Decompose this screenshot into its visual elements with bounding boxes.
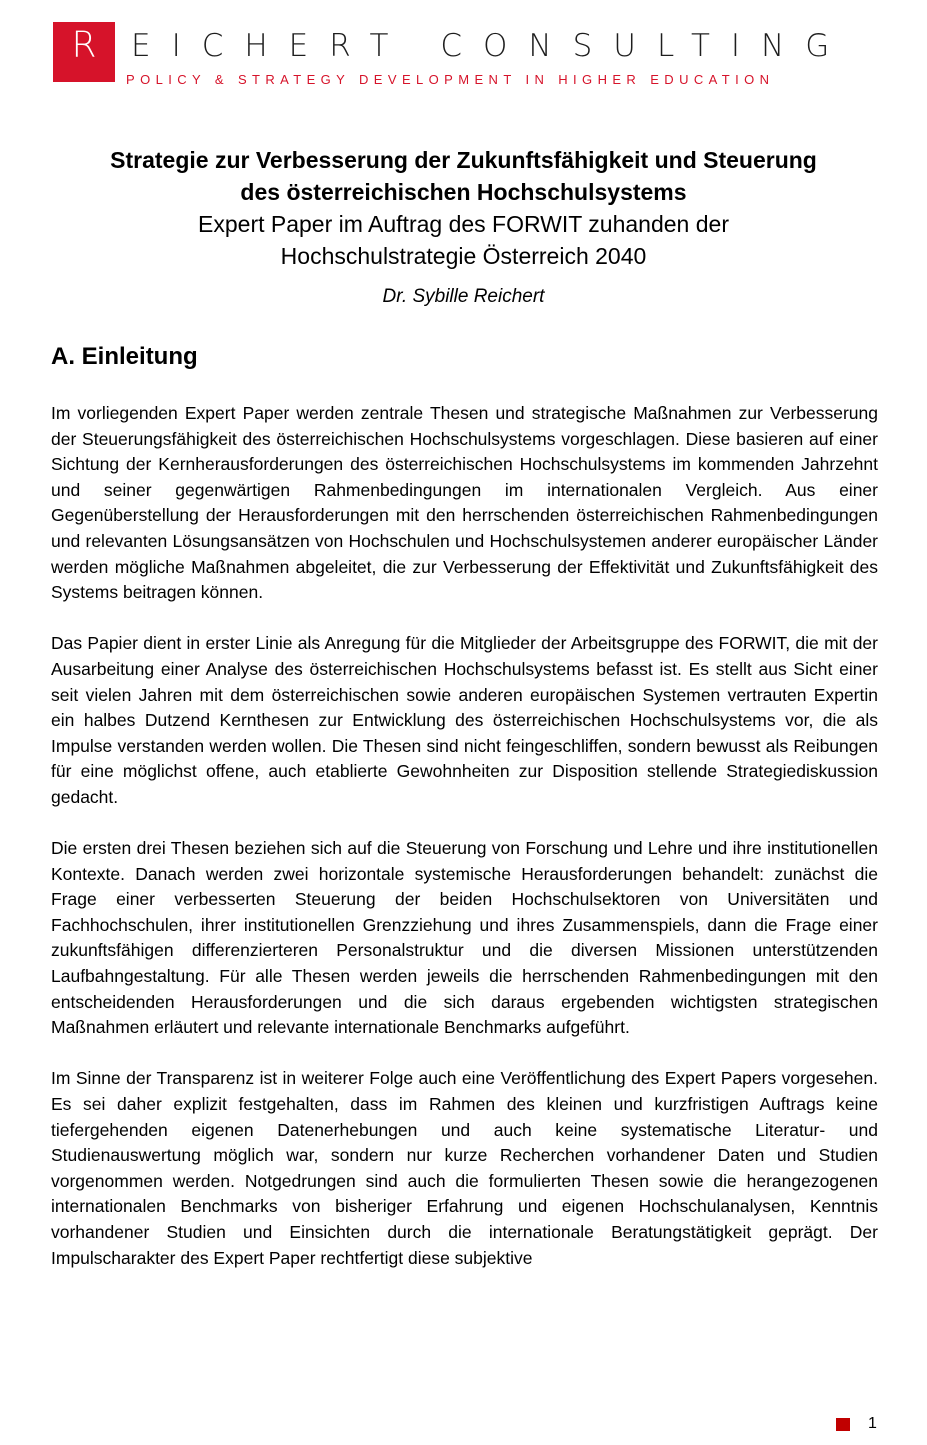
- author-name: Dr. Sybille Reichert: [382, 286, 545, 307]
- document-title-block: [40, 144, 887, 309]
- paragraph-4: Im Sinne der Transparenz ist in weiterer Folge auch eine Veröffentlichung des Expert Papers vorgesehen. Es sei daher explizit festgehalten, dass im Rahmen des kleinen und kurzfristigen Auftrags keine tiefergehenden eigenen Datenerhebungen und auch keine systematische Literatur- und Studienauswertung möglich war, sondern nur kurze Recherchen vorhandener Daten und Studien vorgenommen werden. Notgedrungen sind auch die formulierten Thesen sowie die herangezogenen internationalen Benchmarks von bisheriger Erfahrung und eigenen Hochschulanalysen, Kenntnis vorhandener Studien und Einsichten durch die internationale Beratungstätigkeit geprägt. Der Impulscharakter des Expert Paper rechtfertigt diese subjektive: [51, 1068, 878, 1268]
- paragraph-1: Im vorliegenden Expert Paper werden zentrale Thesen und strategische Maßnahmen zur Verbesserung der Steuerungsfähigkeit des österreichischen Hochschulsystems vorgeschlagen. Diese basieren auf einer Sichtung der Kernherausforderungen des österreichischen Hochschulsystems im kommenden Jahrzehnt und seiner gegenwärtigen Rahmenbedingungen im internationalen Vergleich. Aus einer Gegenüberstellung der Herausforderungen mit den herrschenden österreichischen Rahmenbedingungen und relevanten Lösungsansätzen von Hochschulen und Hochschulsystemen anderer europäischer Länder werden mögliche Maßnahmen abgeleitet, die zur Verbesserung der Effektivität und Zukunftsfähigkeit des Systems beitragen können.: [51, 403, 878, 603]
- footer-square-icon: [836, 1418, 850, 1431]
- section-heading: A. Einleitung: [51, 343, 198, 370]
- logo-wordmark: EICHERT CONSULTING: [131, 28, 851, 64]
- logo-mark: [53, 22, 115, 82]
- title-main-line-1: Strategie zur Verbesserung der Zukunftsfähigkeit und Steuerung: [110, 147, 817, 173]
- title-sub-line-2: Hochschulstrategie Österreich 2040: [280, 243, 647, 269]
- paragraph-2: Das Papier dient in erster Linie als Anregung für die Mitglieder der Arbeitsgruppe des FORWIT, die mit der Ausarbeitung einer Analyse des österreichischen Hochschulsystems befasst ist. Es stellt aus Sicht einer seit vielen Jahren mit dem österreichischen sowie anderen europäischen Systemen vertrauten Expertin ein halbes Dutzend Kernthesen zur Entwicklung des österreichischen Hochschulsystems vor, die als Impulse verstanden werden wollen. Die Thesen sind nicht feingeschliffen, sondern bewusst als Reibungen für eine möglichst offene, auch etablierte Gewohnheiten zur Disposition stellende Strategiediskussion gedacht.: [51, 633, 878, 807]
- page-number: 1: [868, 1415, 877, 1432]
- title-main-line-2: des österreichischen Hochschulsystems: [240, 179, 687, 205]
- logo-tagline: POLICY & STRATEGY DEVELOPMENT IN HIGHER EDUCATION: [126, 72, 775, 87]
- logo-letter: R: [71, 25, 97, 66]
- letterhead: [53, 22, 873, 90]
- body-text: [51, 401, 878, 1297]
- title-sub-line-1: Expert Paper im Auftrag des FORWIT zuhanden der: [198, 211, 729, 237]
- paragraph-3: Die ersten drei Thesen beziehen sich auf die Steuerung von Forschung und Lehre und ihre institutionellen Kontexte. Danach werden zwei horizontale systemische Herausforderungen behandelt: zunächst die Frage einer verbesserten Steuerung der beiden Hochschulsektoren von Universitäten und Fachhochschulen, ihrer institutionellen Grenzziehung und ihres Zusammenspiels, dann die Frage einer zukunftsfähigen differenzierteren Personalstruktur und die diversen Missionen unterstützenden Laufbahngestaltung. Für alle Thesen werden jeweils die herrschenden Rahmenbedingungen mit den entscheidenden Herausforderungen und die sich daraus ergebenden wichtigsten strategischen Maßnahmen erläutert und relevante internationale Benchmarks aufgeführt.: [51, 838, 878, 1038]
